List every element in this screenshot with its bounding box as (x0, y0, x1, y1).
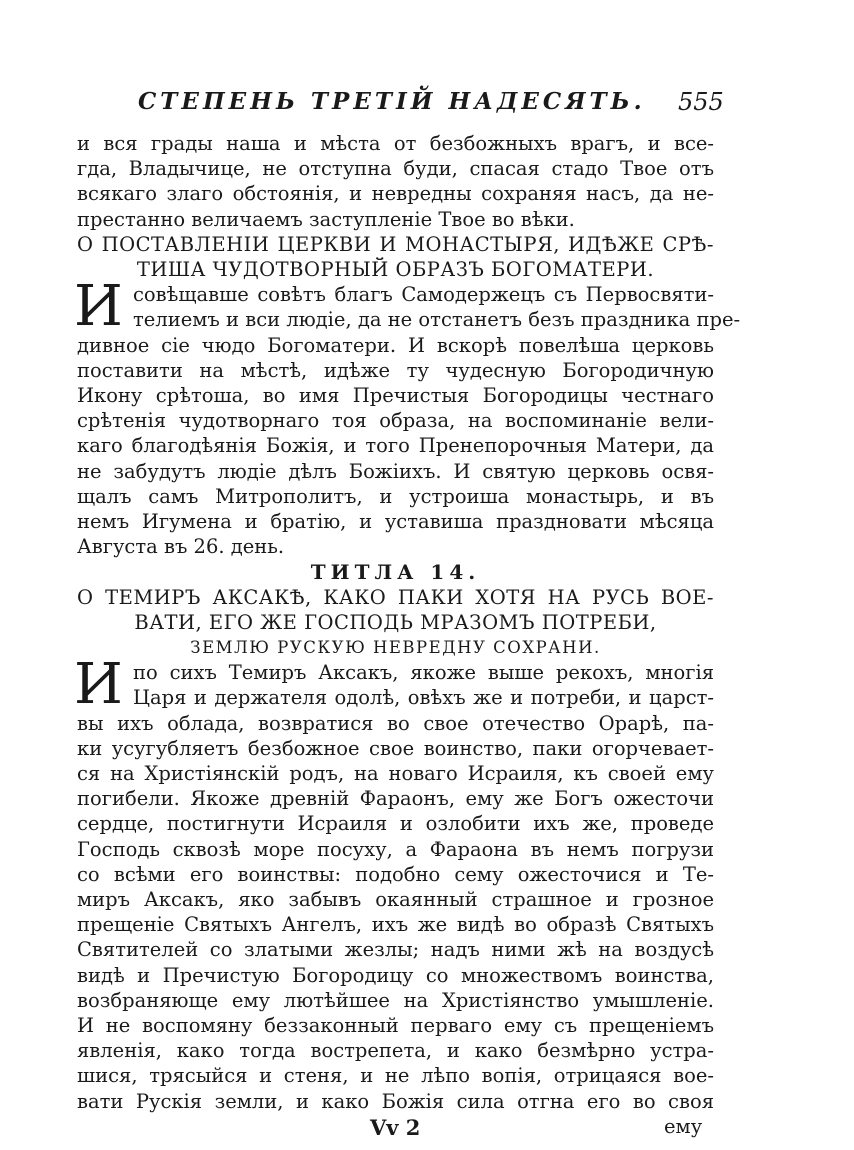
text-line: и вся грады наша и мѣста от безбожныхъ врагъ, и все- (77, 132, 714, 155)
section-heading-line: О ПОСТАВЛЕНІИ ЦЕРКВИ И МОНАСТЫРЯ, ИДѢЖЕ СРѢ- (77, 232, 714, 256)
text-line: всякаго злаго обстоянія, и невредны сохраняя насъ, да не- (77, 182, 714, 206)
text-line: явленія, како тогда вострепета, и како безмѣрно устра- (77, 1039, 714, 1063)
chapter-heading-line: ЗЕМЛЮ РУСКУЮ НЕВРЕДНУ СОХРАНИ. (190, 638, 601, 657)
text-line: видѣ и Пречистую Богородицу со множествомъ воинства, (77, 963, 714, 987)
text-line: телиемъ и вси людіе, да не отстанетъ безъ праздника пре- (133, 308, 741, 332)
text-line: щалъ самъ Митрополитъ, и устроиша монастырь, и въ (77, 484, 714, 508)
text-line: срѣтенія чудотворнаго тоя образа, на воспоминаніе вели- (77, 409, 714, 433)
text-line: возбраняюще ему лютѣйшее на Христіянство умышленіе. (77, 988, 714, 1012)
text-line: ся на Христіянскій родъ, на новаго Исраиля, къ своей ему (77, 762, 714, 785)
signature-mark: Vv 2 (370, 1114, 421, 1140)
text-line: престанно величаемъ заступленіе Твое во вѣки. (77, 207, 575, 231)
chapter-heading-line: ВАТИ, ЕГО ЖЕ ГОСПОДЬ МРАЗОМЪ ПОТРЕБИ, (134, 610, 657, 634)
text-line: миръ Аксакъ, яко забывъ окаянный страшное и грозное (77, 888, 714, 911)
text-line: каго благодѣянія Божія, и того Пренепорочныя Матери, да (77, 434, 714, 458)
text-line: погибели. Якоже древній Фараонъ, ему же Богъ ожесточи (77, 787, 714, 811)
text-line: со всѣми его воинствы: подобно сему ожесточися и Те- (77, 862, 714, 886)
section-heading-line: ТИША ЧУДОТВОРНЫЙ ОБРАЗЪ БОГОМАТЕРИ. (136, 258, 655, 281)
catchword: ему (664, 1114, 703, 1138)
text-line: шися, трясыйся и стеня, и не лѣпо вопія, отрицаяся вое- (77, 1064, 714, 1088)
text-line: сердце, постигнути Исраиля и озлобити ихъ же, проведе (77, 812, 714, 836)
running-title: СТЕПЕНЬ ТРЕТІЙ НАДЕСЯТЬ. (138, 88, 646, 115)
text-line: по сихъ Темиръ Аксакъ, якоже выше рекохъ, многія (133, 661, 714, 685)
drop-cap: И (74, 652, 123, 718)
text-line: немъ Игумена и братію, и уставиша праздновати мѣсяца (77, 510, 714, 533)
text-line: И не воспомяну беззаконный перваго ему съ прещеніемъ (77, 1014, 714, 1037)
text-line: дивное сіе чюдо Богоматери. И вскорѣ повелѣша церковь (77, 333, 714, 357)
text-line: совѣщавше совѣтъ благъ Самодержецъ съ Первосвяти- (133, 283, 714, 307)
text-line: прещеніе Святыхъ Ангелъ, ихъ же видѣ во образѣ Святыхъ (77, 913, 714, 937)
text-line: Августа въ 26. день. (77, 535, 285, 559)
drop-cap: И (74, 274, 123, 340)
text-line: вы ихъ облада, возвратися во свое отечество Орарѣ, па- (77, 711, 714, 735)
text-line: Царя и держателя одолѣ, овѣхъ же и потреби, и царст- (133, 686, 714, 710)
text-line: Господь сквозѣ море посуху, а Фараона въ немъ погрузи (77, 837, 714, 861)
chapter-number: ТИТЛА 14. (310, 560, 481, 585)
page-number: 555 (678, 88, 724, 116)
text-line: гда, Владычице, не отступна буди, спасая стадо Твое отъ (77, 157, 714, 181)
text-line: Икону срѣтоша, во имя Пречистыя Богородицы честнаго (77, 384, 714, 407)
chapter-heading-line: О ТЕМИРЪ АКСАКѢ, КАКО ПАКИ ХОТЯ НА РУСЬ ВОЕ- (77, 585, 714, 609)
text-line: поставити на мѣстѣ, идѣже ту чудесную Богородичную (77, 358, 714, 382)
text-line: Святителей со златыми жезлы; надъ ними жѣ на воздусѣ (77, 938, 714, 962)
text-line: ки усугубляетъ безбожное свое воинство, паки огорчевает- (77, 736, 714, 760)
text-line: не забудутъ людіе дѣлъ Божіихъ. И святую церковь освя- (77, 459, 714, 483)
text-line: вати Рускія земли, и како Божія сила отгна его во своя (77, 1089, 714, 1113)
